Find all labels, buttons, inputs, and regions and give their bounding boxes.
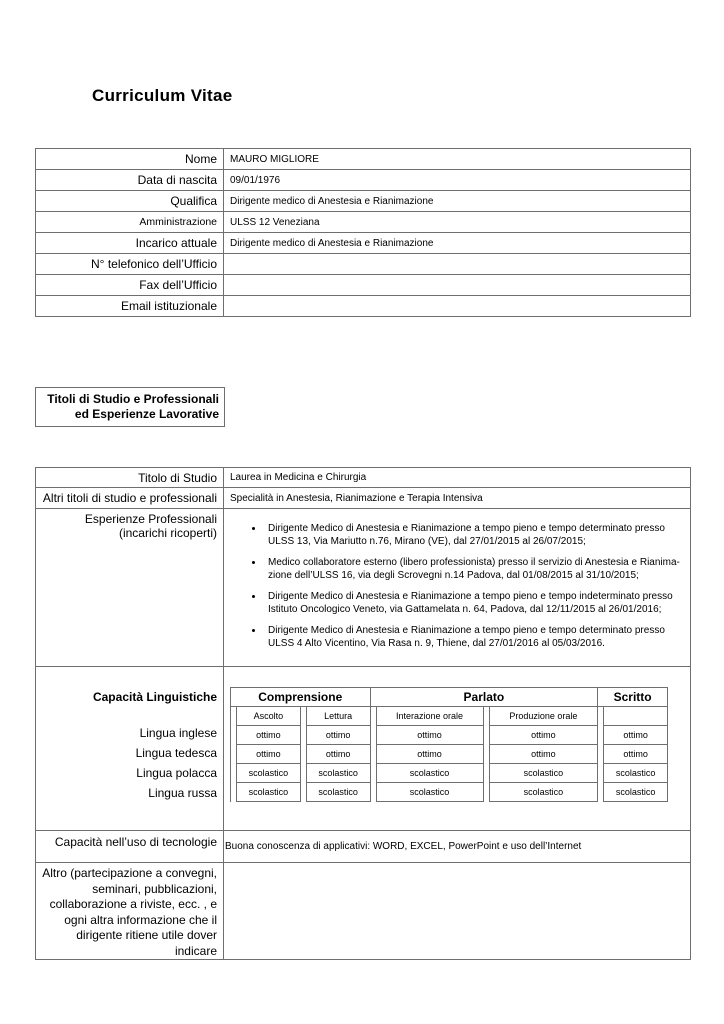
field-label (36, 509, 224, 667)
table-row (36, 831, 691, 863)
table-row (36, 191, 691, 212)
field-value (224, 509, 691, 667)
subheader-lettura: Lettura (306, 707, 370, 726)
level-cell: ottimo (604, 726, 668, 745)
table-row (36, 275, 691, 296)
field-label: Fax dell’Ufficio (36, 275, 224, 296)
field-label: Capacità nell’uso di tecnologie (36, 831, 224, 863)
personal-info-table (35, 148, 691, 317)
level-cell: scolastico (489, 783, 598, 802)
list-item: • Dirigente Medico di Anestesia e Rianimazione a tempo pieno e tempo determinato presso ULSS 4 Alto Vicentino, Via Rasa n. 9, Thiene, dal 27/01/2016 al 05/03/2016. (264, 625, 690, 650)
level-cell: ottimo (489, 726, 598, 745)
subheader-scritto (604, 707, 668, 726)
field-label: N° telefonico dell’Ufficio (36, 254, 224, 275)
subheader-ascolto: Ascolto (237, 707, 301, 726)
level-cell: scolastico (306, 783, 370, 802)
field-label: Incarico attuale (36, 233, 224, 254)
level-cell: scolastico (376, 783, 483, 802)
language-name: Lingua inglese (139, 726, 217, 740)
header-comprensione: Comprensione (231, 688, 371, 707)
table-row (36, 212, 691, 233)
languages-grid (230, 687, 668, 802)
field-value (224, 254, 691, 275)
field-value (224, 296, 691, 317)
list-item: • Medico collaboratore esterno (libero professionista) presso il servizio di Anestesia e Rianima-zione dell’ULSS 16, via degli Scrovegni n.14 Padova, dal 01/08/2015 al 31/10/2015; (264, 557, 690, 582)
page-title: Curriculum Vitae (92, 86, 233, 105)
subheader-produzione: Produzione orale (489, 707, 598, 726)
field-label: Nome (36, 149, 224, 170)
level-cell: scolastico (237, 764, 301, 783)
field-label: Email istituzionale (36, 296, 224, 317)
level-cell: ottimo (489, 745, 598, 764)
list-item: • Dirigente Medico di Anestesia e Rianimazione a tempo pieno e tempo determinato presso ULSS 13, Via Mariutto n.76, Mirano (VE), dal 27/01/2015 al 26/07/2015; (264, 523, 690, 548)
level-cell: scolastico (376, 764, 483, 783)
field-label: Altro (partecipazione a convegni, seminari, pubblicazioni, collaborazione a riviste, ecc. , e ogni altra informazione che il dirigente ritiene utile dover indicare (36, 863, 224, 960)
table-row (36, 254, 691, 275)
section-heading-line: ed Esperienze Lavorative (74, 407, 219, 421)
header-scritto: Scritto (598, 688, 668, 707)
table-row (36, 488, 691, 509)
studies-table (35, 467, 691, 960)
level-cell: scolastico (237, 783, 301, 802)
field-value: Dirigente medico di Anestesia e Rianimazione (224, 191, 691, 212)
field-label: Capacità Linguistiche (92, 690, 217, 704)
field-value (224, 275, 691, 296)
field-label: Amministrazione (36, 212, 224, 233)
level-cell: ottimo (237, 726, 301, 745)
list-item: • Dirigente Medico di Anestesia e Rianimazione a tempo pieno e tempo indeterminato presso Istituto Oncologico Veneto, via Gattamelata n. 64, Padova, dal 12/11/2015 al 26/01/2016; (264, 591, 690, 616)
language-name: Lingua polacca (136, 766, 217, 780)
level-cell: scolastico (604, 783, 668, 802)
level-cell: ottimo (237, 745, 301, 764)
table-row (231, 688, 668, 707)
table-row (36, 170, 691, 191)
field-value: Dirigente medico di Anestesia e Rianimazione (224, 233, 691, 254)
level-cell: scolastico (489, 764, 598, 783)
field-label-line: Esperienze Professionali (84, 512, 217, 526)
table-row (36, 468, 691, 488)
field-label: Data di nascita (36, 170, 224, 191)
field-value: Buona conoscenza di applicativi: WORD, EXCEL, PowerPoint e uso dell’Internet (224, 831, 691, 863)
table-row (36, 296, 691, 317)
field-label: Titolo di Studio (36, 468, 224, 488)
section-heading-line: Titoli di Studio e Professionali (47, 392, 219, 406)
table-row (231, 707, 668, 726)
field-value: MAURO MIGLIORE (224, 149, 691, 170)
experience-list (224, 523, 690, 650)
table-row (231, 783, 668, 802)
languages-grid-cell (224, 667, 691, 831)
level-cell: ottimo (604, 745, 668, 764)
languages-label-cell (36, 667, 224, 831)
field-value: Specialità in Anestesia, Rianimazione e Terapia Intensiva (224, 488, 691, 509)
field-label: Altri titoli di studio e professionali (36, 488, 224, 509)
level-cell: ottimo (376, 726, 483, 745)
field-value: Laurea in Medicina e Chirurgia (224, 468, 691, 488)
table-row (36, 149, 691, 170)
table-row (36, 509, 691, 667)
level-cell: ottimo (306, 745, 370, 764)
level-cell: ottimo (306, 726, 370, 745)
section-heading (35, 387, 225, 427)
language-name: Lingua tedesca (135, 746, 217, 760)
level-cell: scolastico (604, 764, 668, 783)
table-row (231, 726, 668, 745)
field-value: 09/01/1976 (224, 170, 691, 191)
language-name: Lingua russa (148, 786, 217, 800)
level-cell: scolastico (306, 764, 370, 783)
table-row (36, 667, 691, 831)
subheader-interazione: Interazione orale (376, 707, 483, 726)
header-parlato: Parlato (370, 688, 598, 707)
field-label: Qualifica (36, 191, 224, 212)
level-cell: ottimo (376, 745, 483, 764)
field-value: ULSS 12 Veneziana (224, 212, 691, 233)
table-row (231, 764, 668, 783)
table-row (36, 863, 691, 960)
table-row (231, 745, 668, 764)
field-value (224, 863, 691, 960)
table-row (36, 233, 691, 254)
field-label-line: (incarichi ricoperti) (118, 526, 217, 540)
